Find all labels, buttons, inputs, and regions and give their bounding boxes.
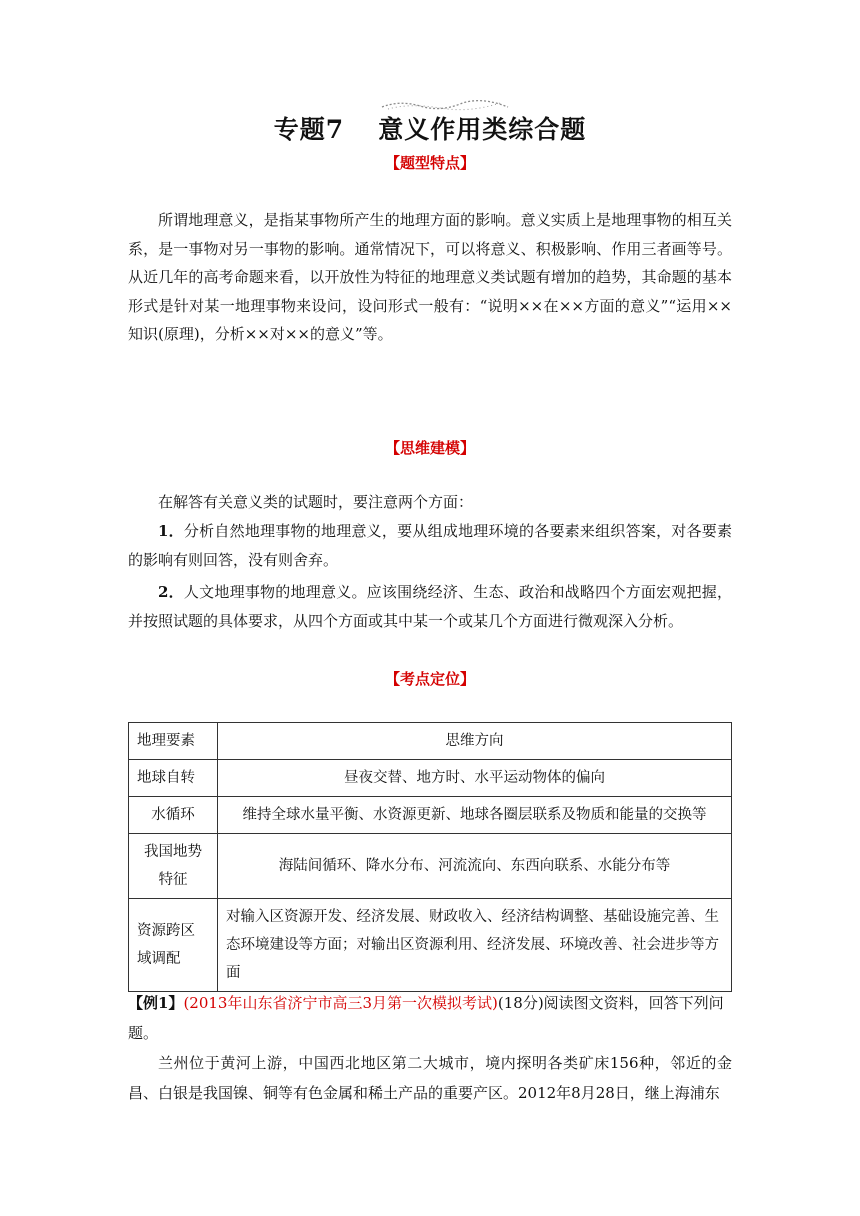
table-cell-element: 水循环 [129, 797, 218, 834]
table-cell-element: 我国地势特征 [129, 834, 218, 899]
table-row [129, 899, 732, 992]
example-block [128, 988, 732, 1108]
model-item-2-text: 人文地理事物的地理意义。应该围绕经济、生态、政治和战略四个方面宏观把握，并按照试题的具体要求，从四个方面或其中某一个或某几个方面进行微观深入分析。 [128, 583, 732, 630]
table-row [129, 834, 732, 899]
table-cell-direction: 对输入区资源开发、经济发展、财政收入、经济结构调整、基础设施完善、生态环境建设等方面；对输出区资源利用、经济发展、环境改善、社会进步等方面 [218, 899, 732, 992]
title-number: 专题7 [273, 115, 345, 144]
page-title [0, 110, 860, 146]
table-row [129, 760, 732, 797]
table-header-cell: 思维方向 [218, 723, 732, 760]
table-header-cell: 地理要素 [129, 723, 218, 760]
model-intro: 在解答有关意义类的试题时，要注意两个方面： [158, 493, 474, 511]
example-question-text: (18分)阅读图文资料，回答下列问题。 [128, 994, 724, 1042]
model-item-1-text: 分析自然地理事物的地理意义，要从组成地理环境的各要素来组织答案，对各要素的影响有则回答，没有则舍弃。 [128, 522, 732, 569]
concept-table [128, 722, 732, 992]
model-item-2-number: 2． [158, 583, 184, 601]
example-question [128, 988, 732, 1048]
section-heading-features: 【题型特点】 [384, 154, 475, 172]
table-cell-direction: 昼夜交替、地方时、水平运动物体的偏向 [218, 760, 732, 797]
example-paragraph: 兰州位于黄河上游，中国西北地区第二大城市，境内探明各类矿床156种，邻近的金昌、白银是我国镍、铜等有色金属和稀土产品的重要产区。2012年8月28日，继上海浦东 [128, 1054, 732, 1102]
table-cell-direction: 维持全球水量平衡、水资源更新、地球各圈层联系及物质和能量的交换等 [218, 797, 732, 834]
model-item-1 [128, 517, 732, 574]
table-cell-direction: 海陆间循环、降水分布、河流流向、东西向联系、水能分布等 [218, 834, 732, 899]
features-paragraph: 所谓地理意义，是指某事物所产生的地理方面的影响。意义实质上是地理事物的相互关系，是一事物对另一事物的影响。通常情况下，可以将意义、积极影响、作用三者画等号。从近几年的高考命题来看，以开放性为特征的地理意义类试题有增加的趋势，其命题的基本形式是针对某一地理事物来设问，设问形式一般有：“说明××在××方面的意义”“运用××知识(原理)，分析××对××的意义”等。 [128, 211, 732, 343]
example-source: (2013年山东省济宁市高三3月第一次模拟考试) [183, 994, 498, 1012]
table-header-row [129, 723, 732, 760]
example-label: 【例1】 [128, 994, 184, 1012]
section-heading-locate: 【考点定位】 [384, 670, 475, 688]
table-cell-element: 地球自转 [129, 760, 218, 797]
table-cell-element: 资源跨区域调配 [129, 899, 218, 992]
title-text: 意义作用类综合题 [378, 115, 587, 144]
model-item-2 [128, 578, 732, 635]
table-row [129, 797, 732, 834]
section-heading-model: 【思维建模】 [384, 439, 475, 457]
model-item-1-number: 1． [158, 522, 184, 540]
